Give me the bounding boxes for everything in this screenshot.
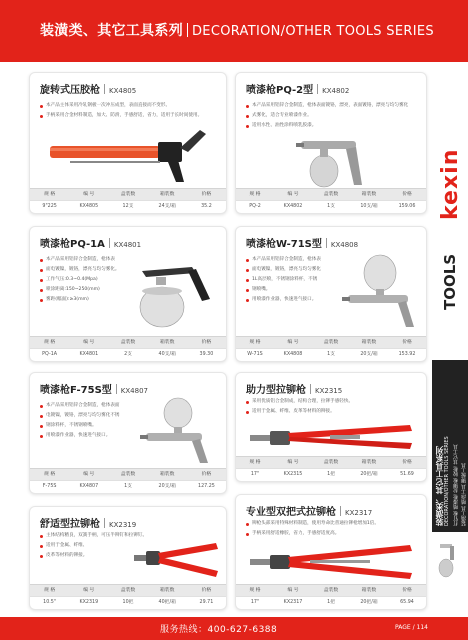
product-description (40, 531, 147, 561)
category-cn: 装潢类、其它工具系列 (435, 446, 444, 526)
spec-cell: 159.06 (398, 204, 416, 209)
description-line: 喷涂距离:150~250(mm) (40, 285, 120, 295)
side-strip (432, 62, 468, 617)
spec-cell: 17" (250, 600, 260, 605)
title-divider (310, 384, 311, 394)
spec-table (236, 336, 426, 361)
description-line: 面电镀镍，镀铬，漂亮与均匀雾化 (246, 265, 321, 275)
spec-table (236, 188, 426, 213)
description-line: 用喷漆作业器，快速进气接口。 (40, 431, 120, 441)
spec-header: 箱装数 (361, 340, 377, 345)
spec-cell: KX4802 (283, 204, 303, 209)
spec-header: 编 号 (83, 472, 95, 477)
spec-header: 规 格 (249, 588, 261, 593)
spec-cell: 9"225 (42, 204, 57, 209)
spec-row (236, 200, 426, 213)
spec-table (30, 468, 226, 493)
spec-header-row (30, 336, 226, 348)
spec-header: 编 号 (287, 340, 299, 345)
spec-cell: 12支 (122, 204, 134, 209)
product-title (40, 515, 136, 529)
spec-row (236, 468, 426, 481)
spec-row (30, 480, 226, 493)
spec-cell: 65.94 (400, 600, 414, 605)
rivet-gun-kx2317-image (250, 543, 414, 583)
product-name: 舒适型拉铆枪 (40, 519, 100, 530)
spec-table (236, 584, 426, 609)
description-line: 式雾化，适合专业喷漆作业。 (246, 111, 408, 121)
spec-cell: 17" (250, 472, 260, 477)
brand-kexin: kexin (438, 148, 463, 221)
spec-cell: 1支 (327, 352, 335, 357)
spec-row (30, 596, 226, 609)
spec-header-row (236, 336, 426, 348)
spec-row (236, 596, 426, 609)
title-divider (187, 23, 188, 37)
description-line: 适用于金属、纤维、 (40, 541, 147, 551)
spec-cell: PQ-1A (42, 352, 58, 357)
product-card-kx4808 (235, 226, 427, 362)
product-name: 喷漆枪PQ-1A (40, 239, 105, 250)
product-description (246, 397, 353, 417)
spec-header: 价格 (402, 460, 412, 465)
product-description (40, 255, 120, 305)
spec-header: 盒装数 (323, 192, 339, 197)
series-title-cn: 装潢类、其它工具系列 (40, 23, 183, 39)
spec-header: 盒装数 (323, 340, 339, 345)
product-code: KX4807 (120, 387, 148, 395)
page-number: PAGE / 114 (395, 624, 428, 631)
spec-cell: 20支/箱 (158, 484, 176, 489)
category-line-2: 装潢工具 喷涂工具 铆接工具 (461, 462, 467, 526)
title-divider (104, 84, 105, 94)
spec-header: 价格 (402, 192, 412, 197)
spec-header: 规 格 (44, 472, 56, 477)
product-title (246, 81, 349, 95)
spec-cell: 51.69 (400, 472, 414, 477)
spec-row (30, 200, 226, 213)
spec-cell: KX2317 (283, 600, 303, 605)
description-line: 1L高层喷，不锈钢涂料杯，不锈 (246, 275, 321, 285)
product-code: KX2315 (315, 387, 343, 395)
product-description (40, 101, 202, 121)
top-banner (0, 0, 468, 62)
spec-header: 规 格 (44, 340, 56, 345)
spec-cell: 1把 (327, 472, 335, 477)
spec-cell: 1支 (124, 484, 132, 489)
spec-table (30, 336, 226, 361)
spec-cell: 153.92 (398, 352, 416, 357)
spec-header: 盒装数 (120, 192, 136, 197)
spec-cell: 10.5" (43, 600, 57, 605)
description-line: 本产品采用铝锌合金制造，枪体表 (246, 255, 321, 265)
product-card-kx4802 (235, 72, 427, 214)
product-description (40, 401, 120, 441)
product-code: KX2317 (345, 509, 373, 517)
spec-header: 规 格 (249, 340, 261, 345)
spec-cell: PQ-2 (249, 204, 261, 209)
spec-header: 价格 (402, 340, 412, 345)
category-block (432, 360, 468, 532)
product-description (246, 255, 321, 305)
spec-header-row (236, 584, 426, 596)
product-title (246, 235, 358, 249)
spec-cell: 20把/箱 (360, 600, 378, 605)
caulking-gun-image (50, 128, 210, 183)
product-card-kx2319 (29, 506, 227, 610)
product-code: KX4805 (109, 87, 137, 95)
footer-bar (0, 617, 468, 640)
spec-header: 编 号 (83, 192, 95, 197)
title-divider (326, 238, 327, 248)
description-line: 本产品主体采用冷轧钢板一次冲压成型，表面直接而不变形。 (40, 101, 202, 111)
spec-header: 价格 (201, 192, 212, 197)
spec-header: 规 格 (249, 192, 261, 197)
spec-cell: 10支/箱 (360, 204, 378, 209)
description-line: 工作气压:0.3~0.4(Mpa) (40, 275, 120, 285)
spec-table (30, 584, 226, 609)
spec-header: 箱装数 (160, 340, 175, 345)
product-description (246, 101, 408, 131)
description-line: 本产品采用铝锌合金制造，枪体表面镀铬，漂亮，表面镀铬，漂亮与均匀雾化 (246, 101, 408, 111)
spec-cell: 1把 (327, 600, 335, 605)
spec-header: 箱装数 (160, 588, 175, 593)
spec-header: 价格 (402, 588, 412, 593)
spec-cell: 29.71 (199, 600, 214, 605)
product-title (246, 503, 372, 517)
spec-cell: KX4808 (283, 352, 303, 357)
spec-cell: 2支 (124, 352, 132, 357)
spec-cell: KX4801 (79, 352, 99, 357)
product-title (40, 381, 148, 395)
brand-tools: TOOLS (441, 253, 459, 311)
product-title (40, 235, 141, 249)
spec-header: 编 号 (83, 588, 95, 593)
spec-header: 箱装数 (160, 472, 175, 477)
spec-header: 盒装数 (120, 472, 136, 477)
spec-cell: F-75S (42, 484, 57, 489)
title-divider (340, 506, 341, 516)
spec-cell: 40把/箱 (158, 600, 176, 605)
spec-header: 箱装数 (160, 192, 175, 197)
product-card-kx2315 (235, 372, 427, 482)
spec-header: 规 格 (44, 588, 56, 593)
spec-cell: 20把/箱 (360, 472, 378, 477)
spec-cell: 1支 (327, 204, 335, 209)
description-line: 适用于金属、纤维、皮革等材料的铆接。 (246, 407, 353, 417)
product-name: 喷漆枪F-75S型 (40, 385, 112, 396)
product-card-kx2317 (235, 494, 427, 610)
spec-cell: KX4807 (79, 484, 99, 489)
spec-header: 编 号 (287, 588, 299, 593)
description-line: 皮革等材料的铆接。 (40, 551, 147, 561)
product-name: 喷漆枪PQ-2型 (246, 85, 314, 96)
spec-table (30, 188, 226, 213)
product-card-kx4807 (29, 372, 227, 494)
product-code: KX4808 (330, 241, 359, 249)
spec-cell: KX2319 (79, 600, 99, 605)
spec-header: 箱装数 (361, 192, 377, 197)
description-line: 主体结构精良，双簧手柄，可压半铆钉和拉铆钉。 (40, 531, 147, 541)
spec-header: 编 号 (287, 192, 299, 197)
description-line: 采用优质铝合金制成，结构合理，拉铆手感轻快。 (246, 397, 353, 407)
product-title (246, 381, 342, 395)
spec-cell: 127.25 (198, 484, 215, 489)
spec-header: 价格 (201, 340, 212, 345)
series-title (40, 20, 434, 40)
spec-cell: 24支/箱 (158, 204, 176, 209)
service-hotline: 服务热线：400-627-6388 (160, 625, 278, 635)
spec-header: 价格 (201, 588, 212, 593)
description-line: 手柄采用合金材料制造，加大、防滑，手感舒适，省力，适用于长时间使用。 (40, 111, 202, 121)
title-divider (104, 518, 105, 528)
series-title-en: DECORATION/OTHER TOOLS SERIES (192, 24, 434, 39)
description-line: 铆枪头部采用特殊材料制造，使用寿命比普通拉铆枪增加1倍。 (246, 519, 379, 529)
spec-cell: 40支/箱 (158, 352, 176, 357)
spec-cell: 39.30 (199, 352, 214, 357)
title-divider (109, 238, 110, 248)
description-line: 用喷漆作业器，快速进气接口。 (246, 295, 321, 305)
spec-header: 箱装数 (361, 588, 377, 593)
spec-header-row (236, 456, 426, 468)
spray-gun-pq2-image (296, 135, 386, 191)
product-card-kx4805 (29, 72, 227, 214)
spec-header: 盒装数 (323, 588, 339, 593)
spec-header: 箱装数 (361, 460, 377, 465)
spec-cell: 20支/箱 (360, 352, 378, 357)
spray-gun-pq1a-image (132, 261, 222, 331)
spec-cell: 35.2 (201, 204, 212, 209)
spec-row (236, 348, 426, 361)
spec-cell: KX4805 (79, 204, 99, 209)
product-description (246, 519, 379, 539)
spray-gun-thumbnail-icon (436, 540, 464, 580)
product-name: 专业型双把式拉铆枪 (246, 507, 336, 518)
description-line: 钢喷嘴。 (246, 285, 321, 295)
description-line: 电镀镍，镀铬，漂亮与均匀雾化不锈 (40, 411, 120, 421)
spec-header: 盒装数 (323, 460, 339, 465)
rivet-gun-kx2315-image (250, 421, 414, 455)
spec-header: 编 号 (287, 460, 299, 465)
category-en: DECORATION/OTHER TOOLS SERIES (444, 436, 450, 526)
product-name: 助力型拉铆枪 (246, 385, 306, 396)
spec-row (30, 348, 226, 361)
spec-header-row (30, 188, 226, 200)
title-divider (116, 384, 117, 394)
product-code: KX2319 (109, 521, 137, 529)
spec-header-row (236, 188, 426, 200)
description-line: 本产品采用铝锌合金制造，枪体表 (40, 255, 120, 265)
spec-header: 规 格 (44, 192, 56, 197)
description-line: 本产品采用铝锌合金制造，枪体表面 (40, 401, 120, 411)
spray-gun-w71s-image (340, 253, 420, 329)
product-name: 喷漆枪W-71S型 (246, 239, 322, 250)
product-code: KX4801 (113, 241, 142, 249)
description-line: 钢涂料杯，不锈钢喷嘴。 (40, 421, 120, 431)
spec-cell: 10把 (122, 600, 134, 605)
spec-header: 价格 (201, 472, 212, 477)
product-card-kx4801 (29, 226, 227, 362)
description-line: 适用水性、油性涂料喷乳胶漆。 (246, 121, 408, 131)
spray-gun-f75s-image (136, 397, 218, 465)
spec-header: 盒装数 (120, 588, 136, 593)
description-line: 雾距(幅面):≥3(mm) (40, 295, 120, 305)
spec-header: 盒装数 (120, 340, 136, 345)
spec-cell: KX2315 (283, 472, 303, 477)
category-line-1: 打钉枪 喷漆枪 拉铆枪 胶枪 其它工具 (453, 444, 459, 526)
spec-header: 编 号 (83, 340, 95, 345)
title-divider (317, 84, 318, 94)
rivet-gun-kx2319-image (134, 539, 220, 581)
spec-header-row (30, 584, 226, 596)
description-line: 手柄采用舒适橡胶，省力，手感舒适度高。 (246, 529, 379, 539)
product-title (40, 81, 136, 95)
spec-header: 规 格 (249, 460, 261, 465)
spec-cell: W-71S (247, 352, 263, 357)
spec-header-row (30, 468, 226, 480)
product-name: 旋转式压胶枪 (40, 85, 100, 96)
description-line: 面电镀镍，镀铬，漂亮与均匀雾化。 (40, 265, 120, 275)
product-code: KX4802 (322, 87, 350, 95)
spec-table (236, 456, 426, 481)
brand-logo (438, 132, 464, 332)
